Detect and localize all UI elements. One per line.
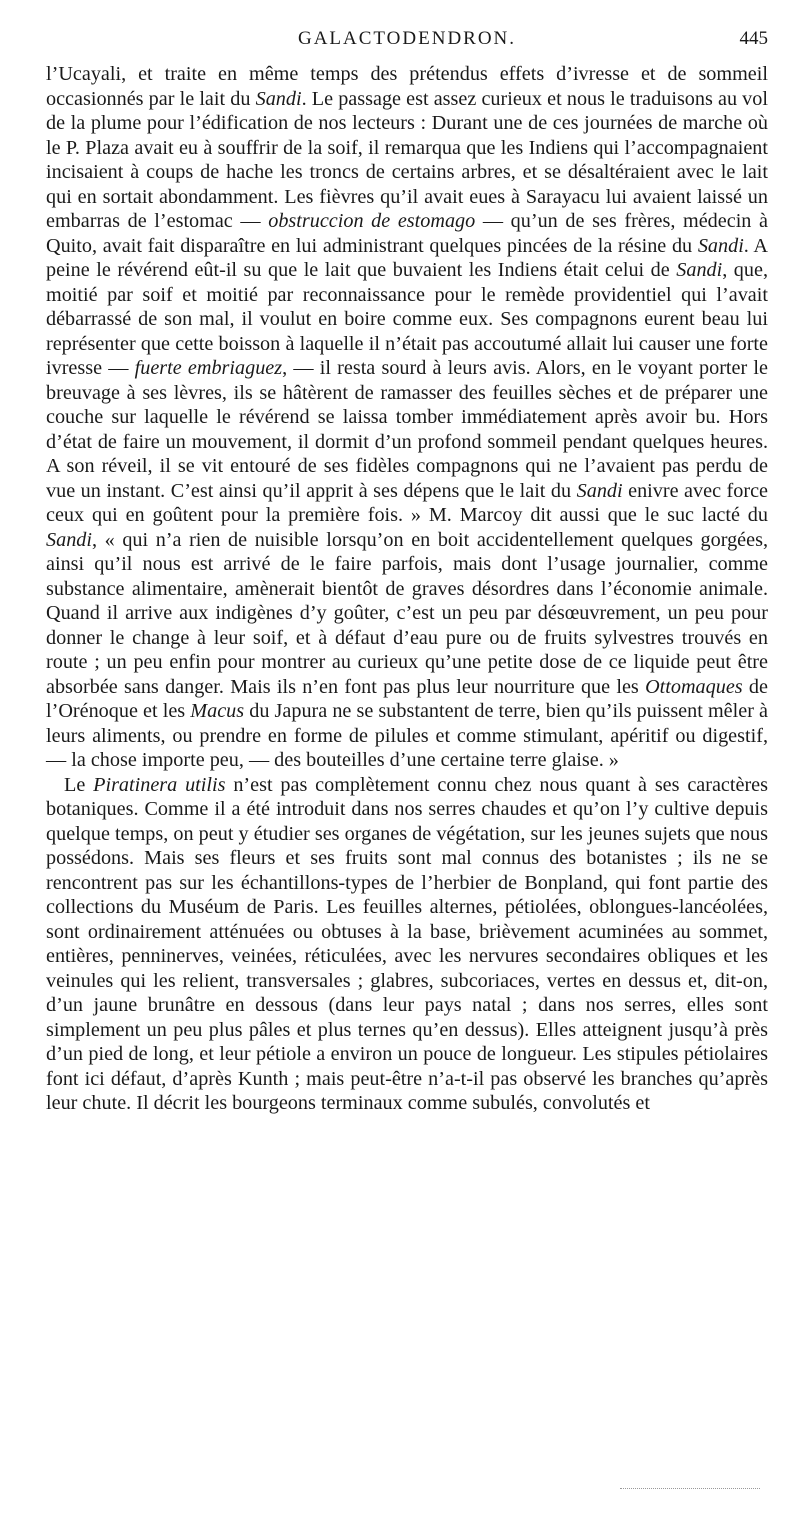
italic-term: Sandi: [697, 234, 744, 257]
page-number: 445: [739, 28, 768, 49]
text-run: de l’Orénoque et les: [46, 675, 768, 722]
text-run: l’Ucayali, et traite en même temps des prétendus effets d’ivresse et de sommeil occasionnés par le lait du: [46, 63, 768, 110]
text-run: . Le passage est assez curieux et nous le traduisons au vol de la plume pour l’édification de nos lecteurs : Durant une de ces journées de marche où le P. Plaza avait eu à souffrir de la soif, il remarqua que les Indiens qui l’accompagnaient incisaient à coups de hache les troncs de certains arbres, et se désaltéraient avec le lait qui en sortait abondamment. Les fièvres qu’il avait eues à Sarayacu lui avaient laissé un embarras de l’estomac —: [46, 87, 768, 232]
italic-term: Sandi: [255, 87, 302, 110]
text-run: , — il resta sourd à leurs avis. Alors, en le voyant porter le breuvage à ses lèvres, ils se hâtèrent de ramasser des feuilles sèches et de préparer une couche sur laquelle le révérend se laissa tomber immédiatement après avoir bu. Hors d’état de faire un mouvement, il dormit d’un profond sommeil pendant quelques heures. A son réveil, il se vit entouré de ses fidèles compagnons qui ne l’avaient pas perdu de vue un instant. C’est ainsi qu’il apprit à ses dépens que le lait du: [46, 357, 768, 502]
page-header: [46, 28, 768, 56]
paragraph-1: [46, 62, 768, 773]
italic-term: Ottomaques: [645, 675, 743, 698]
italic-term: obstruccion de estomago: [268, 210, 476, 232]
text-run: — qu’un de ses frères, médecin à Quito, avait fait disparaître en lui administrant quelques pincées de la résine du: [46, 210, 768, 257]
italic-term: Sandi: [676, 259, 723, 281]
italic-term: Macus: [190, 700, 245, 722]
italic-term: Sandi: [46, 528, 92, 551]
text-run: . A peine le révérend eût-il su que le lait que buvaient les Indiens était celui de: [46, 234, 768, 281]
paragraph-2: [46, 773, 768, 1116]
text-run: , que, moitié par soif et moitié par reconnaissance pour le remède providentiel qui l’avait débarrassé de son mal, il voulut en boire comme eux. Ses compagnons eurent beau lui représenter que cette boisson à laquelle il n’était pas accoutumé allait lui causer une forte ivresse —: [46, 259, 768, 379]
italic-term: Piratinera utilis: [93, 773, 226, 796]
text-run: , « qui n’a rien de nuisible lorsqu’on en boit accidentellement quelques gorgées, ainsi qu’il nous est arrivé de le faire parfois, mais dont l’usage journalier, comme substance alimentaire, amènerait bientôt de graves désordres dans l’économie animale. Quand il arrive aux indigènes d’y goûter, c’est un peu par désœuvrement, un peu pour donner le change à leur soif, et à défaut d’eau pure ou de fruits sylvestres trouvés en route ; un peu enfin pour montrer au curieux qu’une petite dose de ce liquide peut être absorbée sans danger. Mais ils n’en font pas plus leur nourriture que les: [46, 528, 768, 698]
running-title: GALACTODENDRON.: [297, 28, 517, 49]
text-run: Le: [64, 773, 94, 796]
text-run: enivre avec force ceux qui en goûtent pour la première fois. » M. Marcoy dit aussi que le suc lacté du: [46, 479, 768, 526]
footer-rule: [620, 1488, 760, 1490]
text-run: n’est pas complètement connu chez nous quant à ses caractères botaniques. Comme il a été introduit dans nos serres chaudes et qu’on l’y cultive depuis quelque temps, on peut y étudier ses organes de végétation, sur les jeunes sujets que nous possédons. Mais ses fleurs et ses fruits sont mal connus des botanistes ; ils ne se rencontrent pas sur les échantillons-types de l’herbier de Bonpland, qui font partie des collections du Muséum de Paris. Les feuilles alternes, pétiolées, oblongues-lancéolées, sont ordinairement atténuées ou obtuses à la base, brièvement acuminées au sommet, entières, penninerves, veinées, réticulées, avec les nervures secondaires obliques et les veinules qui les relient, transversales ; glabres, subcoriaces, vertes en dessus et, dit-on, d’un jaune brunâtre en dessous (dans leur pays natal ; dans nos serres, elles sont simplement un peu plus pâles et plus ternes qu’en dessus). Elles atteignent jusqu’à près d’un pied de long, et leur pétiole a environ un pouce de longueur. Les stipules pétiolaires font ici défaut, d’après Kunth ; mais peut-être n’a-t-il pas observé les branches qu’après leur chute. Il décrit les bourgeons terminaux comme subulés, convolutés et: [46, 773, 769, 1114]
text-run: du Japura ne se substantent de terre, bien qu’ils puissent mêler à leurs aliments, ou prendre en forme de pilules et comme stimulant, apéritif ou digestif, — la chose importe peu, — des bouteilles d’une certaine terre glaise. »: [46, 700, 768, 771]
italic-term: Sandi: [576, 479, 623, 502]
body-text: [46, 62, 768, 1116]
italic-term: fuerte embriaguez: [134, 357, 283, 379]
